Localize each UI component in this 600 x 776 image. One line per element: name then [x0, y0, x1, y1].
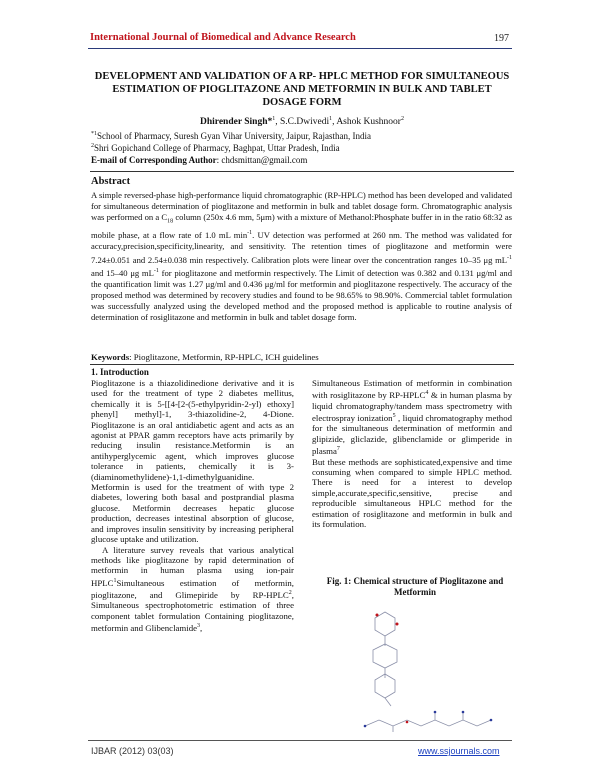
abstract-sub: 18	[167, 219, 174, 226]
email-value[interactable]: : chdsmittan@gmail.com	[216, 155, 308, 165]
nitrogen-atom	[462, 711, 465, 714]
text-part: , Simultaneous spectrophotometric estimation of three component tablet formulation Containing pioglitazone, metformin and Glibenclamide	[91, 589, 294, 634]
citation: 2	[288, 590, 292, 597]
author-2: , S.C.Dwivedi	[275, 117, 330, 128]
chemical-structure-figure	[345, 608, 505, 733]
citation: 3	[197, 623, 201, 630]
citation: 4	[425, 390, 429, 397]
intro-paragraph-4: But these methods are sophisticated,expensive and time consuming when compared to simple HPLC method. There is need for a interest to develop simple,accurate,specific,sensitive, precise and reproducible simultaneous HPLC method for the estimation of rosiglitazone and metformin in bulk and its formulation.	[312, 456, 512, 530]
keywords-label: Keywords	[91, 352, 130, 362]
text-part: ,	[200, 623, 203, 634]
abstract-part: for pioglitazone and metformin respectively. The Limit of detection was 0.382 and 0.131 μg/ml and the quantification limit was 1.27 μg/ml and 0.436 μg/ml for metformin and pioglitazone respectively. The accuracy of the proposed method was determined by recovery studies and found to be 98.65% to 98.90%. Commercial tablet formulation was successfully analyzed using the developed method and the proposed method is applicable to routine analysis of determination of rosiglitazone and metformin in bulk and tablet dosage form.	[91, 267, 512, 323]
page-number: 197	[494, 33, 509, 44]
abstract-sup: -1	[507, 254, 512, 261]
abstract-sup: -1	[247, 230, 253, 237]
intro-paragraph-3	[312, 378, 512, 457]
intro-paragraph-1: Pioglitazone is a thiazolidinedione derivative and it is used for the treatment of type 2 diabetes mellitus, chemically it is 5-[[4-[2-(5-ethylpyridin-2-yl) ethoxy] phenyl] methyl]-1, 3-thiazolidine-2, 4-Dione. Pioglitazone is an oral antidiabetic agent and acts as an agonist at PPAR gamm receptors have acts primarily by reducing insulin resistance.Metformin is an antihyperglycemic agent, which improves glucose tolerance in patients, chemically it is 3-(diaminomethylidene)-1,1-dimethylguanidine. Metformin is used for the treatment of with type 2 diabetes, lowering both basal and postprandial plasma glucose. Metformin decreases hepatic glucose production, decreases intestinal absorption of glucose, and improves insulin sensitivity by increasing peripheral glucose uptake and utilization.	[91, 378, 294, 545]
affiliation-2	[91, 141, 340, 154]
text-part: , liquid chromatography method for the simultaneous determination of metformin and glipizide, gliclazide, glibenclamide or glimperide in plasma	[312, 413, 512, 457]
oxygen-atom	[376, 614, 379, 617]
journal-name: International Journal of Biomedical and Advance Research	[90, 32, 356, 43]
phenyl-ring	[373, 644, 397, 668]
author-3: , Ashok Kushnoor	[332, 117, 401, 128]
abstract-part: column (250x 4.6 mm, 5μm) with a mixture of Methanol:Phosphate buffer in in the ratio 68:32 as mobile phase, at a flow rate of 1.0 mL min	[91, 212, 512, 241]
column-right	[312, 378, 512, 529]
keywords-value: : Pioglitazone, Metformin, RP-HPLC, ICH guidelines	[129, 352, 319, 362]
citation: 1	[113, 577, 117, 584]
divider	[90, 364, 514, 365]
citation: 5	[392, 413, 396, 420]
footer-rule	[88, 740, 512, 741]
nitrogen-atom	[434, 711, 437, 714]
nitrogen-atom	[406, 721, 409, 724]
email-label: E-mail of Corresponding Author	[91, 155, 217, 165]
header-rule	[88, 48, 512, 49]
abstract-part: A simple reversed-phase high-performance liquid chromatographic (RP-HPLC) method has been developed and validated for simultaneous determination of pioglitazone and metformin in bulk and tablet dosage form. Chromatographic analysis was performed on a C	[91, 190, 512, 223]
text-part: Simultaneous estimation of metformin, pioglitazone, and Glimepiride by RP-HPLC	[91, 577, 294, 600]
text-part: A literature survey reveals that various analytical methods like pioglitazone by rapid determination of metformin in human plasma using ion-pair HPLC	[91, 544, 294, 588]
text-part: & in human plasma by liquid chromatography/tandem mass spectrometry with electrospray ionization	[312, 390, 512, 424]
abstract-sup: -1	[153, 267, 159, 274]
figure-caption: Fig. 1: Chemical structure of Pioglitazone and Metformin	[326, 576, 504, 597]
text-part: Simultaneous Estimation of metformin in combination with rosiglitazone by RP-HPLC	[312, 378, 512, 401]
footer-citation: IJBAR (2012) 03(03)	[91, 746, 174, 756]
affiliation-1-sup: *1	[91, 131, 97, 137]
column-left	[91, 378, 294, 634]
abstract-heading: Abstract	[91, 176, 131, 187]
paper-title: DEVELOPMENT AND VALIDATION OF A RP- HPLC METHOD FOR SIMULTANEOUS ESTIMATION OF PIOGLITAZONE AND METFORMIN IN BULK AND TABLET DOSAGE FORM	[94, 71, 510, 108]
nitrogen-atom	[490, 719, 493, 722]
affiliation-1-text: School of Pharmacy, Suresh Gyan Vihar University, Jaipur, Rajasthan, India	[97, 131, 371, 141]
abstract-text	[91, 190, 512, 324]
divider	[90, 171, 514, 172]
oxygen-atom	[396, 623, 399, 626]
metformin-chain	[365, 720, 491, 726]
abstract-part: and 15–40 μg mL	[91, 267, 154, 278]
affiliation-2-sup: 2	[91, 143, 94, 149]
footer-link[interactable]: www.ssjournals.com	[418, 746, 500, 756]
corresponding-email	[91, 155, 307, 165]
author-line	[200, 116, 404, 127]
section-heading-introduction: 1. Introduction	[91, 367, 149, 377]
affiliation-2-text: Shri Gopichand College of Pharmacy, Baghpat, Uttar Pradesh, India	[94, 143, 340, 153]
abstract-part: . UV detection was performed at 260 nm. The method was validated for accuracy,precision,specificity,linearity, and sensitivity. The retention times of pioglitazone and metformin were 7.24±0.051 and 2.54±0.038 min respectively. Calibration plots were linear over the concentration ranges 10–35 μg mL	[91, 230, 512, 265]
intro-paragraph-2	[91, 545, 294, 634]
nitrogen-atom	[364, 725, 367, 728]
citation: 7	[336, 446, 340, 453]
author-1: Dhirender Singh*	[200, 117, 273, 128]
author-2-sup: 1	[329, 116, 333, 122]
author-1-sup: 1	[272, 116, 276, 122]
keywords	[91, 352, 319, 362]
author-3-sup: 2	[400, 116, 404, 122]
